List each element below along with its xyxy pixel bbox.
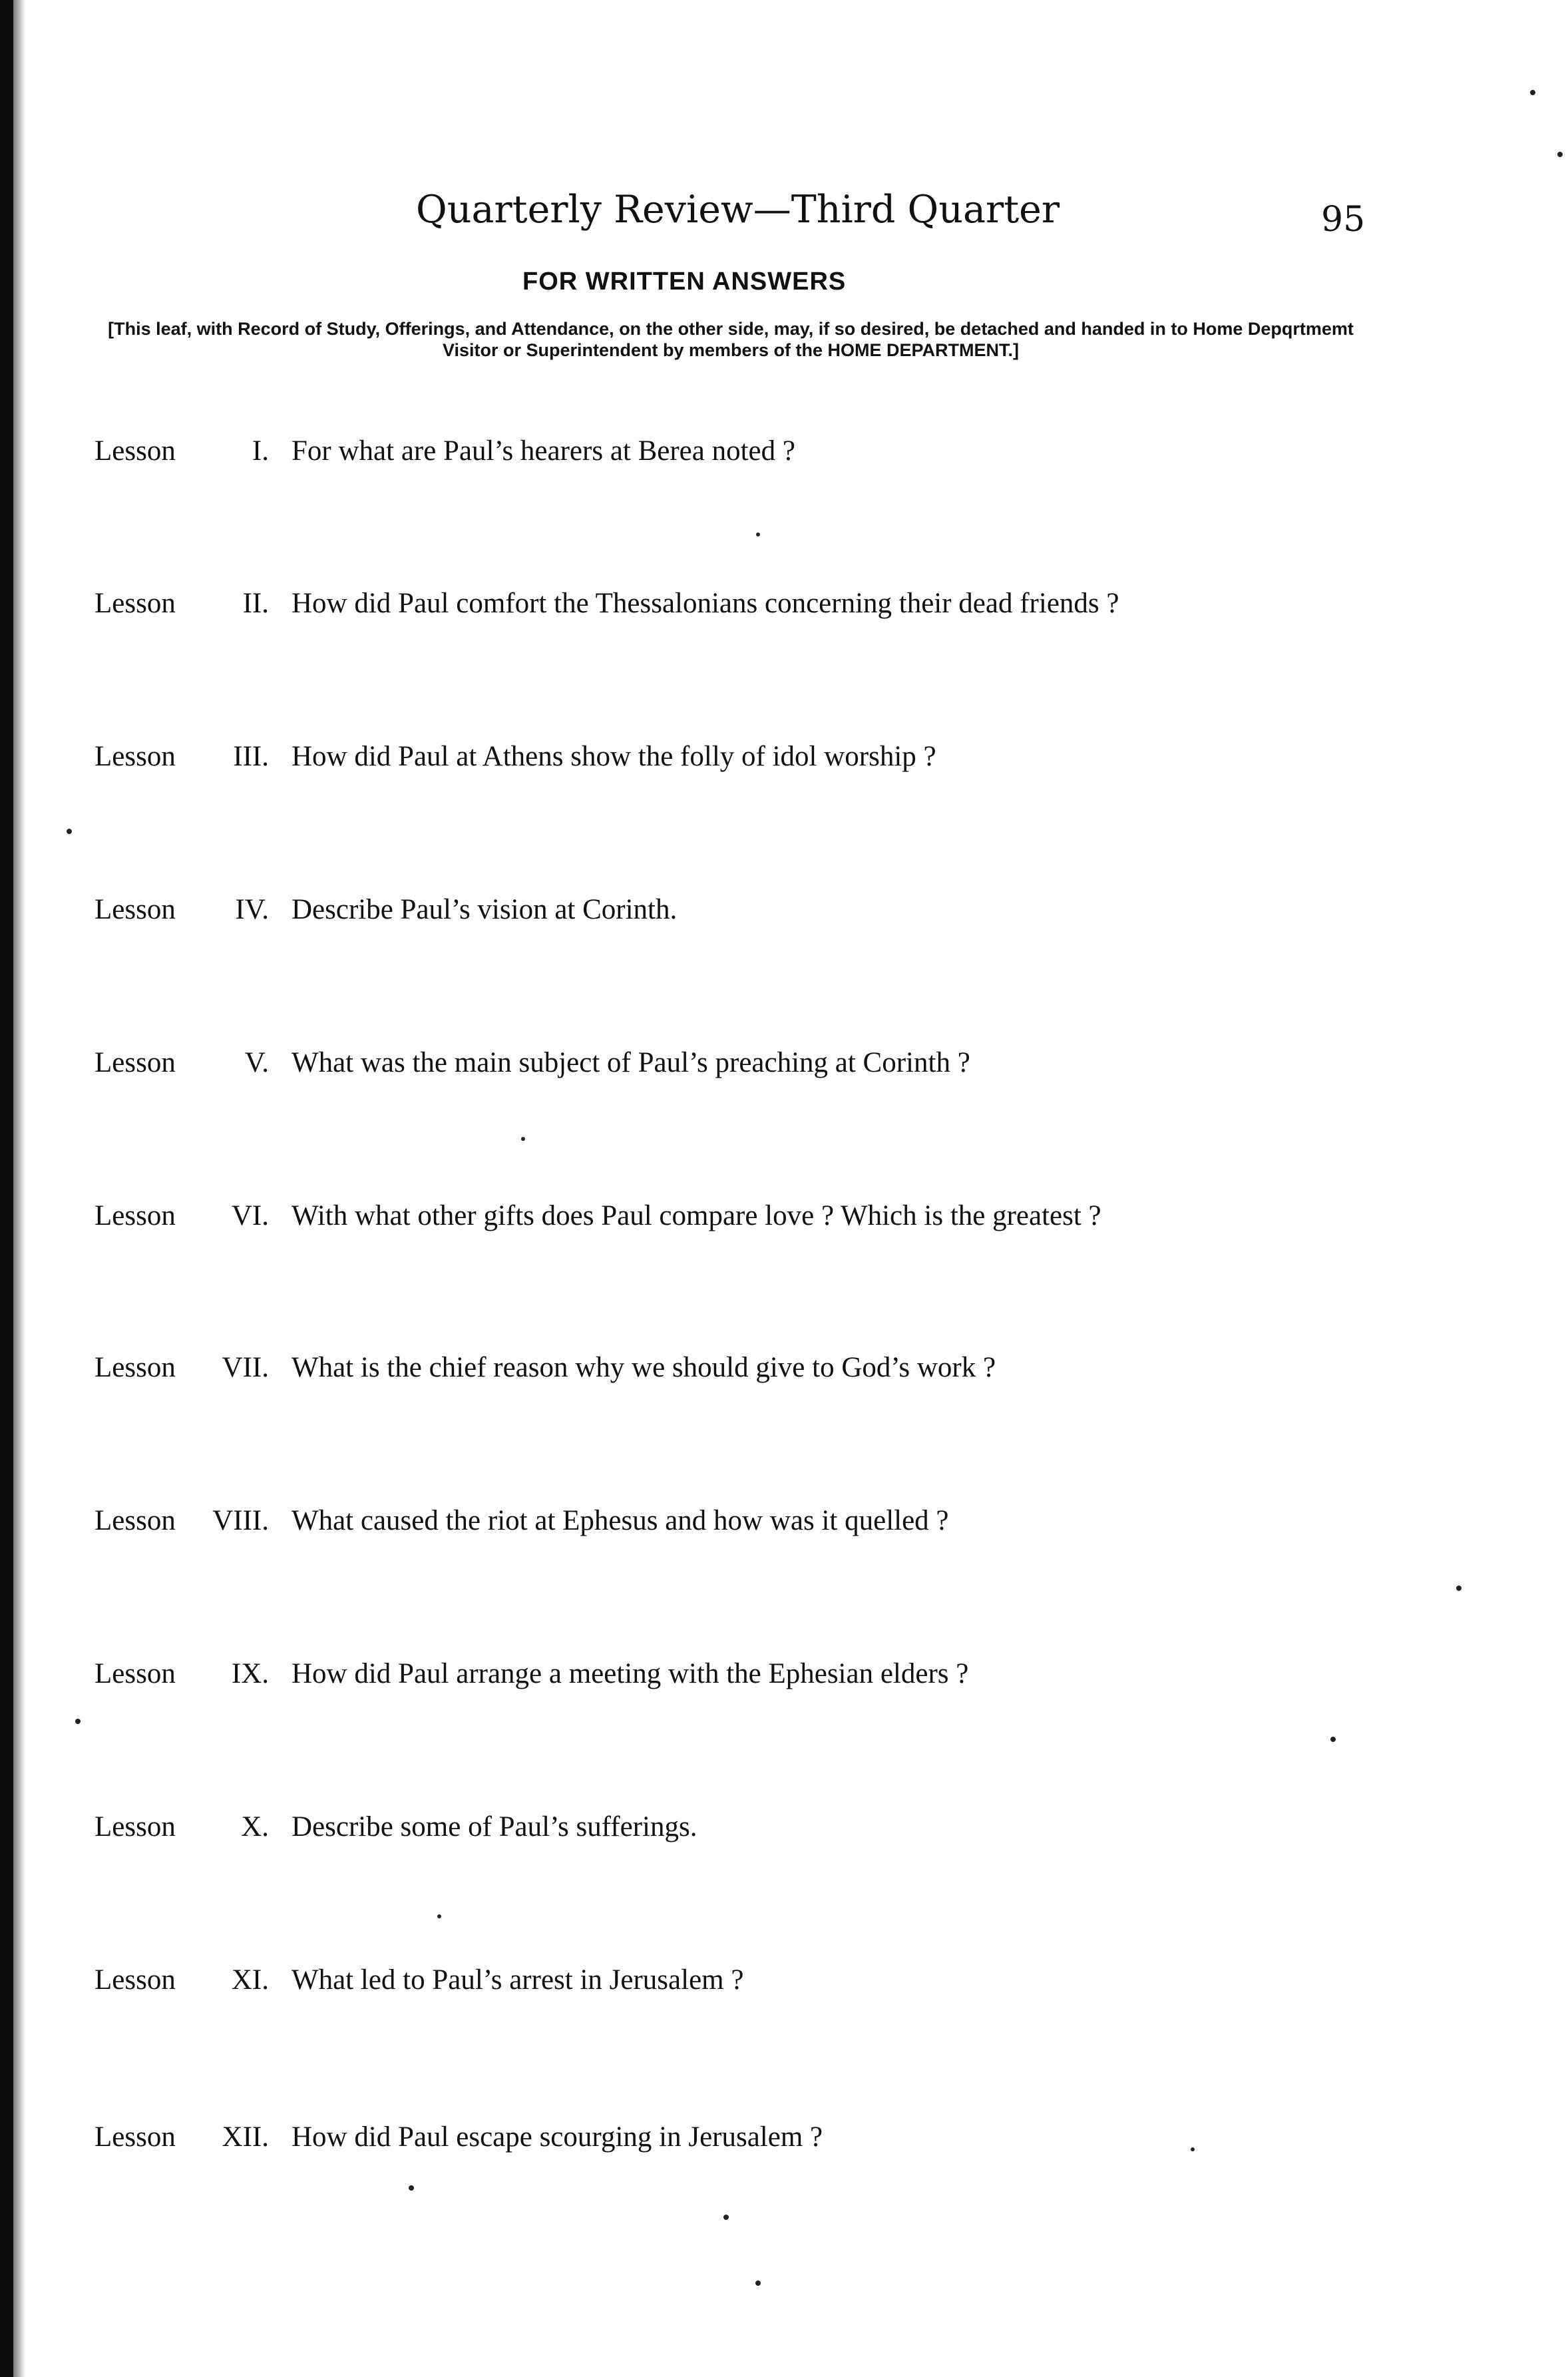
lesson-question: Describe Paul’s vision at Corinth. bbox=[292, 894, 678, 925]
lesson-row bbox=[0, 1046, 1568, 1093]
lesson-label: Lesson bbox=[95, 1811, 176, 1842]
lesson-number: IV. bbox=[235, 894, 269, 925]
lesson-row bbox=[0, 1351, 1568, 1398]
lesson-number: VI. bbox=[231, 1200, 269, 1231]
lesson-number: VIII. bbox=[212, 1505, 269, 1536]
instruction-note: [This leaf, with Record of Study, Offerings, and Attendance, on the other side, may, if so desired, be detached and handed in to Home Depqrtmemt Visitor or Superintendent by members of the HOME DEPARTMENT.] bbox=[108, 319, 1354, 360]
lesson-row bbox=[0, 1199, 1568, 1246]
page-title: Quarterly Review—Third Quarter bbox=[416, 188, 1060, 232]
lesson-row bbox=[0, 740, 1568, 787]
lesson-question: Describe some of Paul’s sufferings. bbox=[292, 1811, 697, 1842]
page-number: 95 bbox=[1321, 200, 1366, 240]
lesson-question: What was the main subject of Paul’s preaching at Corinth ? bbox=[292, 1047, 970, 1078]
lesson-number: X. bbox=[241, 1811, 269, 1842]
lesson-row bbox=[0, 1657, 1568, 1704]
lesson-row bbox=[0, 587, 1568, 634]
lesson-question: How did Paul arrange a meeting with the Ephesian elders ? bbox=[292, 1658, 969, 1689]
lesson-label: Lesson bbox=[95, 1352, 176, 1383]
lesson-row bbox=[0, 1964, 1568, 2010]
lesson-number: XII. bbox=[222, 2121, 269, 2153]
lesson-label: Lesson bbox=[95, 1047, 176, 1078]
lesson-label: Lesson bbox=[95, 2121, 176, 2153]
lesson-number: I. bbox=[252, 435, 269, 467]
lesson-label: Lesson bbox=[95, 1200, 176, 1231]
lesson-label: Lesson bbox=[95, 1658, 176, 1689]
lesson-question: What caused the riot at Ephesus and how was it quelled ? bbox=[292, 1505, 949, 1536]
lesson-number: VII. bbox=[222, 1352, 269, 1383]
section-heading: FOR WRITTEN ANSWERS bbox=[522, 268, 847, 296]
lesson-question: How did Paul comfort the Thessalonians concerning their dead friends ? bbox=[292, 588, 1119, 619]
lesson-number: V. bbox=[244, 1047, 269, 1078]
lesson-label: Lesson bbox=[95, 894, 176, 925]
lesson-question: How did Paul escape scourging in Jerusalem ? bbox=[292, 2121, 823, 2153]
lesson-number: IX. bbox=[231, 1658, 269, 1689]
lesson-row bbox=[0, 893, 1568, 940]
lesson-number: XI. bbox=[231, 1964, 269, 1996]
lesson-number: II. bbox=[242, 588, 269, 619]
lesson-label: Lesson bbox=[95, 1505, 176, 1536]
lesson-row bbox=[0, 2121, 1568, 2167]
lesson-label: Lesson bbox=[95, 741, 176, 772]
lesson-question: What is the chief reason why we should give to God’s work ? bbox=[292, 1352, 996, 1383]
lesson-question: For what are Paul’s hearers at Berea noted ? bbox=[292, 435, 795, 467]
lesson-question: With what other gifts does Paul compare love ? Which is the greatest ? bbox=[292, 1200, 1101, 1231]
lesson-number: III. bbox=[233, 741, 269, 772]
lesson-row bbox=[0, 1504, 1568, 1551]
lesson-row bbox=[0, 435, 1568, 481]
lesson-question: How did Paul at Athens show the folly of idol worship ? bbox=[292, 741, 936, 772]
lesson-question: What led to Paul’s arrest in Jerusalem ? bbox=[292, 1964, 744, 1996]
lesson-label: Lesson bbox=[95, 1964, 176, 1996]
lesson-row bbox=[0, 1811, 1568, 1857]
lesson-label: Lesson bbox=[95, 588, 176, 619]
lesson-label: Lesson bbox=[95, 435, 176, 467]
